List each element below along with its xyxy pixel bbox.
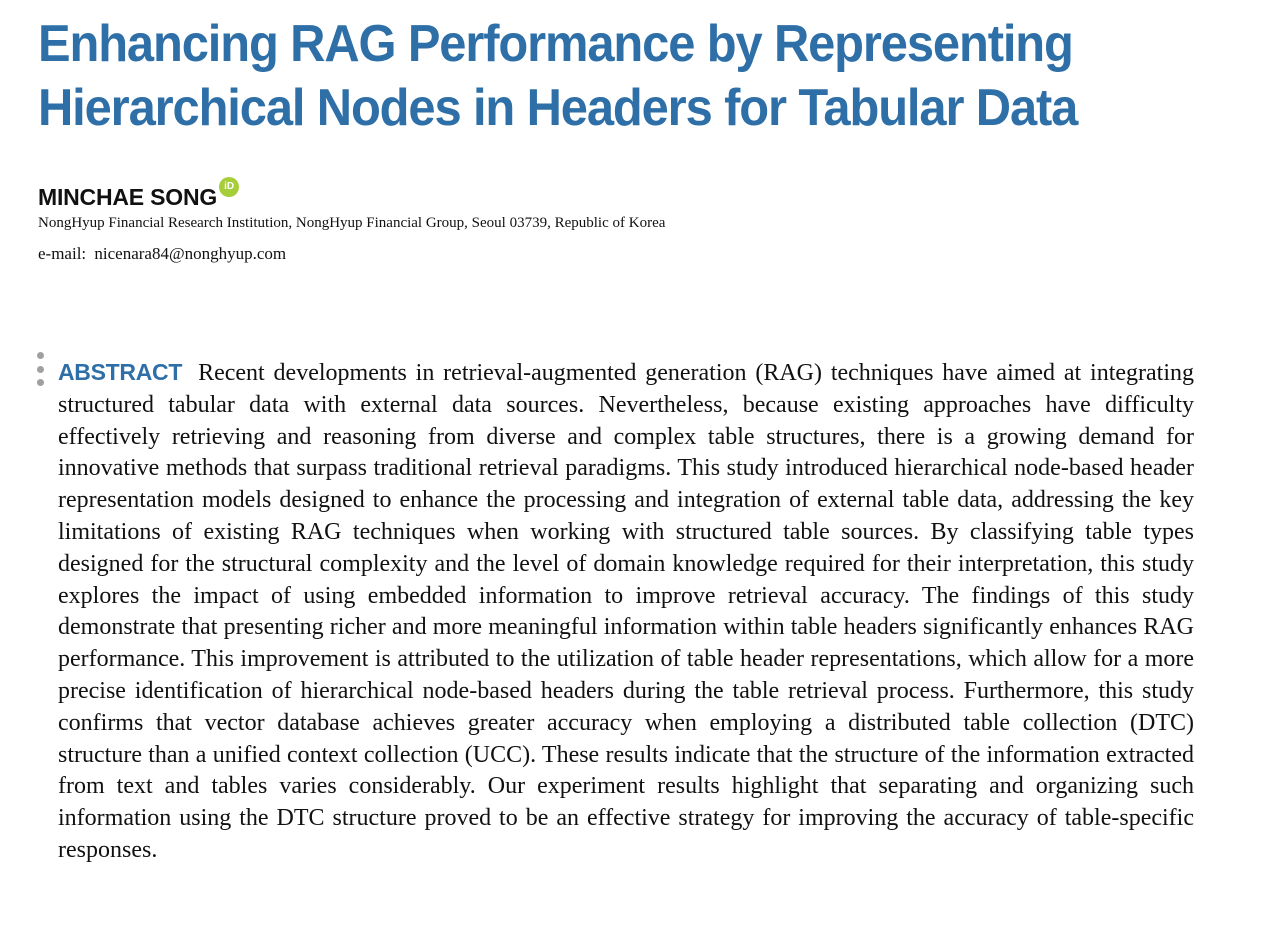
author-affiliation: NongHyup Financial Research Institution, NongHyup Financial Group, Seoul 03739, Republic of Korea [38, 215, 666, 231]
author-name: MINCHAE SONG [38, 184, 218, 210]
drag-handle-dot [37, 379, 44, 386]
email-address[interactable]: nicenara84@nonghyup.com [94, 244, 287, 263]
author-line [38, 180, 239, 214]
paper-title: Enhancing RAG Performance by Representing Hierarchical Nodes in Headers for Tabular Data [38, 15, 1078, 137]
orcid-icon[interactable]: iD [219, 177, 239, 197]
abstract-paragraph [58, 357, 1194, 867]
drag-handle-dot [37, 352, 44, 359]
drag-handle-dot [37, 366, 44, 373]
abstract-body: Recent developments in retrieval-augmented generation (RAG) techniques have aimed at integrating structured tabular data with external data sources. Nevertheless, because existing approaches have difficulty effectively retrieving and reasoning from diverse and complex table structures, there is a growing demand for innovative methods that surpass traditional retrieval paradigms. This study introduced hierarchical node-based header representation models designed to enhance the processing and integration of external table data, addressing the key limitations of existing RAG techniques when working with structured table sources. By classifying table types designed for the structural complexity and the level of domain knowledge required for their interpretation, this study explores the impact of using embedded information to improve retrieval accuracy. The findings of this study demonstrate that presenting richer and more meaningful information within table headers significantly enhances RAG performance. This improvement is attributed to the utilization of table header representations, which allow for a more precise identification of hierarchical node-based headers during the table retrieval process. Furthermore, this study confirms that vector database achieves greater accuracy when employing a distributed table collection (DTC) structure than a unified context collection (UCC). These results indicate that the structure of the information extracted from text and tables varies considerably. Our experiment results highlight that separating and organizing such information using the DTC structure proved to be an effective strategy for improving the accuracy of table-specific responses. [58, 360, 1194, 863]
email-label: e-mail: [38, 244, 87, 263]
drag-handle-icon[interactable] [37, 352, 45, 386]
abstract-heading: ABSTRACT [58, 359, 183, 385]
author-email-line [38, 244, 286, 264]
